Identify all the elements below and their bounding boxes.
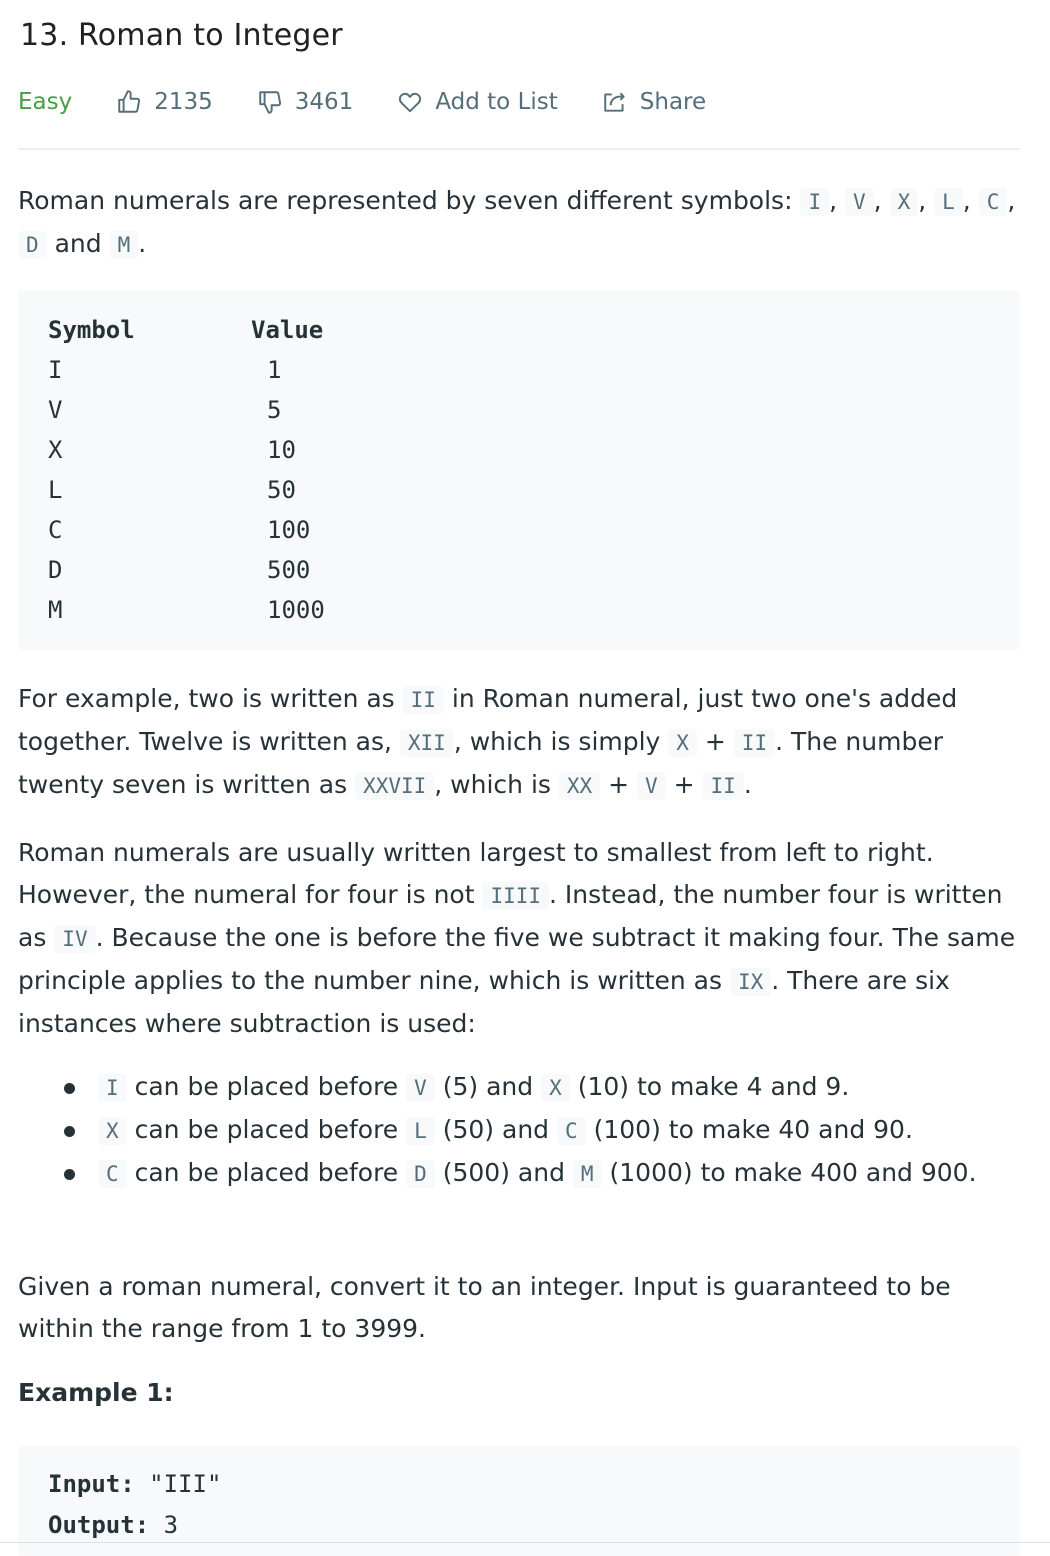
inline-code: XII: [400, 729, 454, 757]
header-divider: [18, 148, 1020, 150]
inline-code: M: [110, 231, 139, 259]
subtraction-paragraph: Roman numerals are usually written largest to smallest from left to right. However, the numeral for four is not IIII . Instead, the number four is written as IV . Because the one is before the five we subtract it making four. The same principle applies to the number nine, which is written as IX . There are six instances where subtraction is used:: [18, 838, 1016, 1038]
table-header-row: [48, 310, 990, 350]
inline-code: X: [668, 729, 697, 757]
thumbs-up-icon: [116, 89, 142, 115]
problem-meta-bar: [18, 84, 1020, 120]
table-row: X 10: [48, 436, 296, 464]
symbol-value-table: [18, 290, 1020, 650]
add-to-list-button[interactable]: [397, 89, 557, 115]
viewport-bottom-divider: [0, 1542, 1050, 1543]
inline-code: II: [734, 729, 775, 757]
task-paragraph: Given a roman numeral, convert it to an integer. Input is guaranteed to be within the range from 1 to 3999.: [18, 1272, 951, 1343]
inline-code: IIII: [482, 882, 549, 910]
inline-code: II: [703, 772, 744, 800]
difficulty-badge: Easy: [18, 89, 73, 115]
list-item: I can be placed before V (5) and X (10) to make 4 and 9.: [18, 1066, 1020, 1109]
dislike-count: 3461: [294, 89, 354, 115]
inline-code: D: [406, 1160, 435, 1188]
inline-code: C: [98, 1160, 127, 1188]
value-column-header: Value: [251, 316, 324, 344]
list-item: X can be placed before L (50) and C (100) to make 40 and 90.: [18, 1109, 1020, 1152]
inline-code: I: [98, 1074, 127, 1102]
inline-code: X: [98, 1117, 127, 1145]
inline-code: XXVII: [355, 772, 434, 800]
inline-code: I: [800, 188, 829, 216]
table-row: L 50: [48, 476, 296, 504]
inline-code: IV: [54, 925, 95, 953]
inline-code: XX: [559, 772, 600, 800]
inline-code: X: [890, 188, 919, 216]
like-count: 2135: [154, 89, 213, 115]
inline-code: C: [979, 188, 1008, 216]
table-row: D 500: [48, 556, 311, 584]
inline-code: IX: [730, 968, 771, 996]
example-input-line: Input: "III": [48, 1470, 222, 1498]
inline-code: V: [637, 772, 666, 800]
inline-code: C: [557, 1117, 586, 1145]
inline-code: L: [934, 188, 963, 216]
table-row: C 100: [48, 516, 311, 544]
example-paragraph: For example, two is written as II in Roman numeral, just two one's added together. Twelve is written as, XII , which is simply X + II . The number twenty seven is written as XXVII , which is XX + V + II .: [18, 684, 958, 799]
table-row: M 1000: [48, 596, 325, 624]
inline-code: V: [845, 188, 874, 216]
inline-code: M: [573, 1160, 602, 1188]
inline-code: D: [18, 231, 47, 259]
share-icon: [602, 89, 628, 115]
inline-code: X: [541, 1074, 570, 1102]
thumbs-down-icon: [257, 89, 283, 115]
list-item: C can be placed before D (500) and M (1000) to make 400 and 900.: [18, 1152, 1020, 1195]
add-to-list-label: Add to List: [435, 89, 558, 115]
like-button[interactable]: [116, 89, 213, 115]
share-label: Share: [639, 89, 707, 115]
table-row: V 5: [48, 396, 282, 424]
share-button[interactable]: [602, 89, 706, 115]
inline-code: L: [406, 1117, 435, 1145]
inline-code: II: [403, 686, 444, 714]
heart-icon: [397, 89, 423, 115]
example-heading: Example 1:: [18, 1378, 174, 1407]
table-row: I 1: [48, 356, 282, 384]
subtraction-rules-list: [18, 1066, 1020, 1195]
dislike-button[interactable]: [257, 89, 354, 115]
inline-code: V: [406, 1074, 435, 1102]
intro-paragraph: Roman numerals are represented by seven different symbols: I , V , X , L , C , D and M .: [18, 186, 1016, 258]
page-title: 13. Roman to Integer: [20, 18, 343, 53]
symbol-column-header: Symbol: [48, 316, 135, 344]
example-1-block: [18, 1446, 1020, 1556]
example-output-line: Output: 3: [48, 1511, 179, 1539]
